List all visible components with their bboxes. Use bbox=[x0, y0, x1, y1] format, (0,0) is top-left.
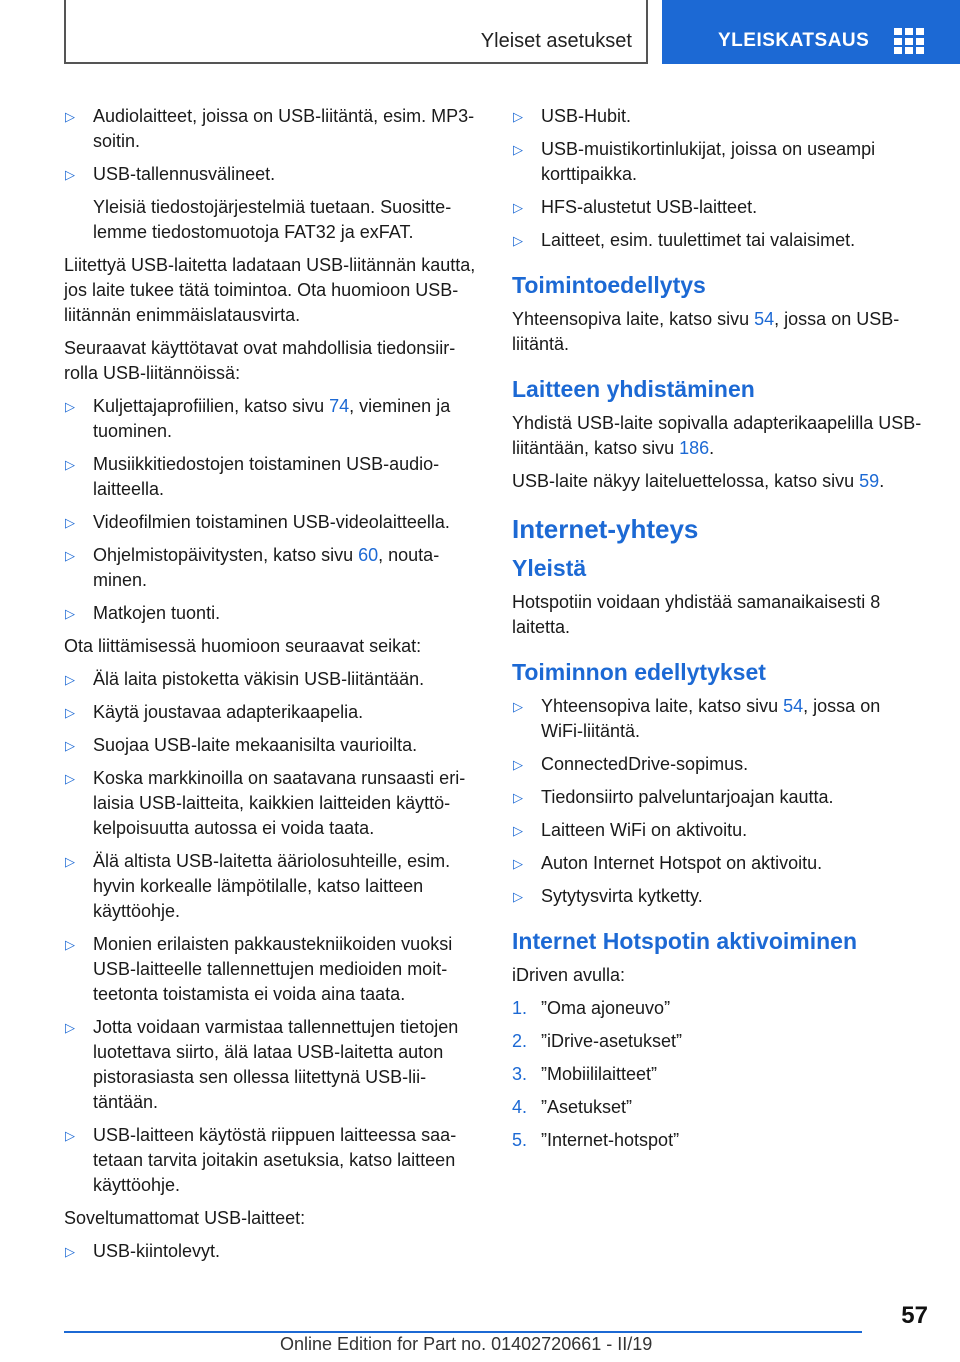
list-item bbox=[64, 104, 482, 154]
step-text: ”Asetukset” bbox=[541, 1097, 633, 1117]
bullet-triangle-icon: ▷ bbox=[513, 790, 523, 805]
paragraph: Ota liittämisessä huomioon seuraavat seikat: bbox=[64, 636, 422, 656]
section-label: YLEISKATSAUS bbox=[718, 30, 870, 51]
step-text: ”Oma ajoneuvo” bbox=[541, 998, 671, 1018]
list-item-text: USB-muistikortinlukijat, joissa on useampi korttipaikka. bbox=[541, 139, 876, 184]
footer-edition: Online Edition for Part no. 01402720661 - II/19 bbox=[280, 1334, 653, 1354]
step-text: ”Mobiililaitteet” bbox=[541, 1064, 658, 1084]
list-item-text: Musiikkitiedostojen toistaminen USB-audiolaitteella. bbox=[93, 454, 440, 499]
section-tab[interactable] bbox=[662, 0, 960, 64]
list-item bbox=[512, 818, 924, 843]
bullet-triangle-icon: ▷ bbox=[65, 515, 75, 530]
grid-menu-icon[interactable] bbox=[894, 28, 924, 54]
step-item bbox=[512, 996, 924, 1021]
list-item bbox=[64, 667, 482, 692]
bullet-triangle-icon: ▷ bbox=[65, 109, 75, 124]
list-item-text: Auton Internet Hotspot on aktivoitu. bbox=[541, 853, 823, 873]
bullet-triangle-icon: ▷ bbox=[513, 200, 523, 215]
bullet-triangle-icon: ▷ bbox=[65, 457, 75, 472]
paragraph bbox=[512, 307, 924, 357]
list-item-text: Koska markkinoilla on saatavana runsaasti erilaisia USB-laitteita, kaikkien laitteiden käyttökelpoisuutta autossa ei voida taata. bbox=[93, 768, 466, 838]
bullet-triangle-icon: ▷ bbox=[65, 1128, 75, 1143]
section-heading: Toimintoedellytys bbox=[512, 272, 706, 298]
step-number: 4. bbox=[512, 1097, 528, 1117]
list-item-text: Ohjelmistopäivitysten, katso sivu bbox=[93, 545, 359, 565]
list-item bbox=[64, 510, 482, 535]
list-item bbox=[64, 1015, 482, 1115]
list-item-text: Älä altista USB-laitetta ääriolosuhteille, esim. hyvin korkealle lämpötilalle, katso laitteen käyttöohje. bbox=[93, 851, 451, 921]
list-item-text: USB-kiintolevyt. bbox=[93, 1241, 221, 1261]
page-number: 57 bbox=[901, 1302, 928, 1329]
paragraph: Liitettyä USB-laitetta ladataan USB-liitännän kautta, jos laite tukee tätä toimintoa. Ota huomioon USB-liitännän enimmäislatausvirta. bbox=[64, 255, 476, 325]
section-heading: Laitteen yhdistäminen bbox=[512, 376, 755, 402]
footer-divider bbox=[64, 1331, 862, 1333]
list-item bbox=[512, 752, 924, 777]
list-item bbox=[64, 849, 482, 924]
step-number: 2. bbox=[512, 1031, 528, 1051]
paragraph-text: Yhdistä USB-laite sopivalla adapterikaapelilla USB-liitäntään, katso sivu bbox=[512, 413, 922, 458]
bullet-triangle-icon: ▷ bbox=[513, 233, 523, 248]
list-item-text: Käytä joustavaa adapterikaapelia. bbox=[93, 702, 364, 722]
list-item-text: USB-laitteen käytöstä riippuen laitteessa saatetaan tarvita joitakin asetuksia, katso laitteen käyttöohje. bbox=[93, 1125, 457, 1195]
list-item bbox=[64, 162, 482, 187]
page-link[interactable]: 59 bbox=[859, 471, 880, 491]
paragraph-text: , jossa on USB-liitäntä. bbox=[512, 309, 900, 354]
list-item-text: Sytytysvirta kytketty. bbox=[541, 886, 703, 906]
chapter-heading: Internet-yhteys bbox=[512, 514, 699, 544]
list-item-text: Älä laita pistoketta väkisin USB-liitäntään. bbox=[93, 669, 425, 689]
paragraph: Seuraavat käyttötavat ovat mahdollisia tiedonsiirrolla USB-liitännöissä: bbox=[64, 338, 456, 383]
bullet-triangle-icon: ▷ bbox=[65, 399, 75, 414]
list-item-text: , vieminen ja tuominen. bbox=[93, 396, 451, 441]
list-item-text: Kuljettajaprofiilien, katso sivu bbox=[93, 396, 330, 416]
paragraph: iDriven avulla: bbox=[512, 965, 626, 985]
list-item bbox=[512, 137, 924, 187]
section-heading: Internet Hotspotin aktivoiminen bbox=[512, 928, 858, 954]
paragraph bbox=[512, 411, 924, 461]
list-item bbox=[512, 785, 924, 810]
page-link[interactable]: 54 bbox=[754, 309, 775, 329]
step-item bbox=[512, 1095, 924, 1120]
bullet-triangle-icon: ▷ bbox=[65, 854, 75, 869]
paragraph-text: USB-laite näkyy laiteluettelossa, katso sivu bbox=[512, 471, 860, 491]
list-item-text: Videofilmien toistaminen USB-videolaitteella. bbox=[93, 512, 450, 532]
step-item bbox=[512, 1128, 924, 1153]
bullet-triangle-icon: ▷ bbox=[513, 757, 523, 772]
paragraph-text: Yhteensopiva laite, katso sivu bbox=[512, 309, 755, 329]
list-item bbox=[64, 733, 482, 758]
list-item-text: Suojaa USB-laite mekaanisilta vaurioilta. bbox=[93, 735, 418, 755]
list-item-text: Matkojen tuonti. bbox=[93, 603, 221, 623]
right-column bbox=[512, 104, 924, 1161]
list-item-text: Yhteensopiva laite, katso sivu bbox=[541, 696, 784, 716]
bullet-triangle-icon: ▷ bbox=[65, 167, 75, 182]
bullet-triangle-icon: ▷ bbox=[513, 889, 523, 904]
section-heading: Toiminnon edellytykset bbox=[512, 659, 766, 685]
step-number: 5. bbox=[512, 1130, 528, 1150]
step-item bbox=[512, 1029, 924, 1054]
list-item-text: USB-Hubit. bbox=[541, 106, 632, 126]
list-item-text: Audiolaitteet, joissa on USB-liitäntä, esim. MP3-soitin. bbox=[93, 106, 475, 151]
list-item-note: Yleisiä tiedostojärjestelmiä tuetaan. Suosittelemme tiedostomuotoja FAT32 ja exFAT. bbox=[93, 197, 452, 242]
list-item bbox=[512, 228, 924, 253]
list-item bbox=[512, 851, 924, 876]
bullet-triangle-icon: ▷ bbox=[65, 672, 75, 687]
list-item-text: HFS-alustetut USB-laitteet. bbox=[541, 197, 758, 217]
bullet-triangle-icon: ▷ bbox=[65, 1244, 75, 1259]
bullet-triangle-icon: ▷ bbox=[513, 109, 523, 124]
bullet-triangle-icon: ▷ bbox=[513, 699, 523, 714]
list-item bbox=[512, 104, 924, 129]
list-item-text: , noutaminen. bbox=[93, 545, 440, 590]
list-item bbox=[512, 195, 924, 220]
list-item-text: , jossa on WiFi-liitäntä. bbox=[541, 696, 881, 741]
bullet-triangle-icon: ▷ bbox=[65, 937, 75, 952]
paragraph-text: . bbox=[709, 438, 715, 458]
list-item bbox=[64, 766, 482, 841]
page-link[interactable]: 186 bbox=[679, 438, 710, 458]
list-item-text: Monien erilaisten pakkaustekniikoiden vuoksi USB-laitteelle tallennettujen medioiden moitteetonta toistamista ei voida aina taata. bbox=[93, 934, 453, 1004]
step-item bbox=[512, 1062, 924, 1087]
list-item bbox=[64, 932, 482, 1007]
list-item bbox=[64, 700, 482, 725]
list-item-text: Laitteet, esim. tuulettimet tai valaisimet. bbox=[541, 230, 856, 250]
bullet-triangle-icon: ▷ bbox=[513, 856, 523, 871]
list-item-text: ConnectedDrive-sopimus. bbox=[541, 754, 749, 774]
page-link[interactable]: 74 bbox=[329, 396, 350, 416]
left-column bbox=[64, 104, 482, 1272]
bullet-triangle-icon: ▷ bbox=[513, 823, 523, 838]
list-item-text: Jotta voidaan varmistaa tallennettujen tietojen luotettava siirto, älä lataa USB-laitetta auton pistorasiasta sen ollessa liitettynä USB-liitäntään. bbox=[93, 1017, 459, 1112]
list-item bbox=[64, 1123, 482, 1198]
list-item bbox=[512, 694, 924, 744]
bullet-triangle-icon: ▷ bbox=[65, 548, 75, 563]
page-link[interactable]: 54 bbox=[783, 696, 804, 716]
page-link[interactable]: 60 bbox=[358, 545, 379, 565]
paragraph bbox=[512, 469, 924, 494]
header-frame bbox=[64, 0, 648, 64]
bullet-triangle-icon: ▷ bbox=[65, 606, 75, 621]
list-item bbox=[64, 452, 482, 502]
paragraph: Soveltumattomat USB-laitteet: bbox=[64, 1208, 306, 1228]
bullet-triangle-icon: ▷ bbox=[65, 1020, 75, 1035]
paragraph: Hotspotiin voidaan yhdistää samanaikaisesti 8 laitetta. bbox=[512, 592, 881, 637]
header-title: Yleiset asetukset bbox=[480, 30, 632, 52]
list-item bbox=[64, 543, 482, 593]
bullet-triangle-icon: ▷ bbox=[65, 738, 75, 753]
step-text: ”Internet-hotspot” bbox=[541, 1130, 680, 1150]
step-number: 1. bbox=[512, 998, 528, 1018]
list-item bbox=[64, 394, 482, 444]
list-item bbox=[512, 884, 924, 909]
bullet-triangle-icon: ▷ bbox=[513, 142, 523, 157]
step-text: ”iDrive-asetukset” bbox=[541, 1031, 683, 1051]
list-item-text: Laitteen WiFi on aktivoitu. bbox=[541, 820, 748, 840]
list-item bbox=[64, 1239, 482, 1264]
list-item bbox=[64, 601, 482, 626]
list-item-text: Tiedonsiirto palveluntarjoajan kautta. bbox=[541, 787, 834, 807]
list-item-text: USB-tallennusvälineet. bbox=[93, 164, 276, 184]
bullet-triangle-icon: ▷ bbox=[65, 705, 75, 720]
bullet-triangle-icon: ▷ bbox=[65, 771, 75, 786]
section-heading: Yleistä bbox=[512, 555, 587, 581]
step-number: 3. bbox=[512, 1064, 528, 1084]
paragraph-text: . bbox=[879, 471, 885, 491]
